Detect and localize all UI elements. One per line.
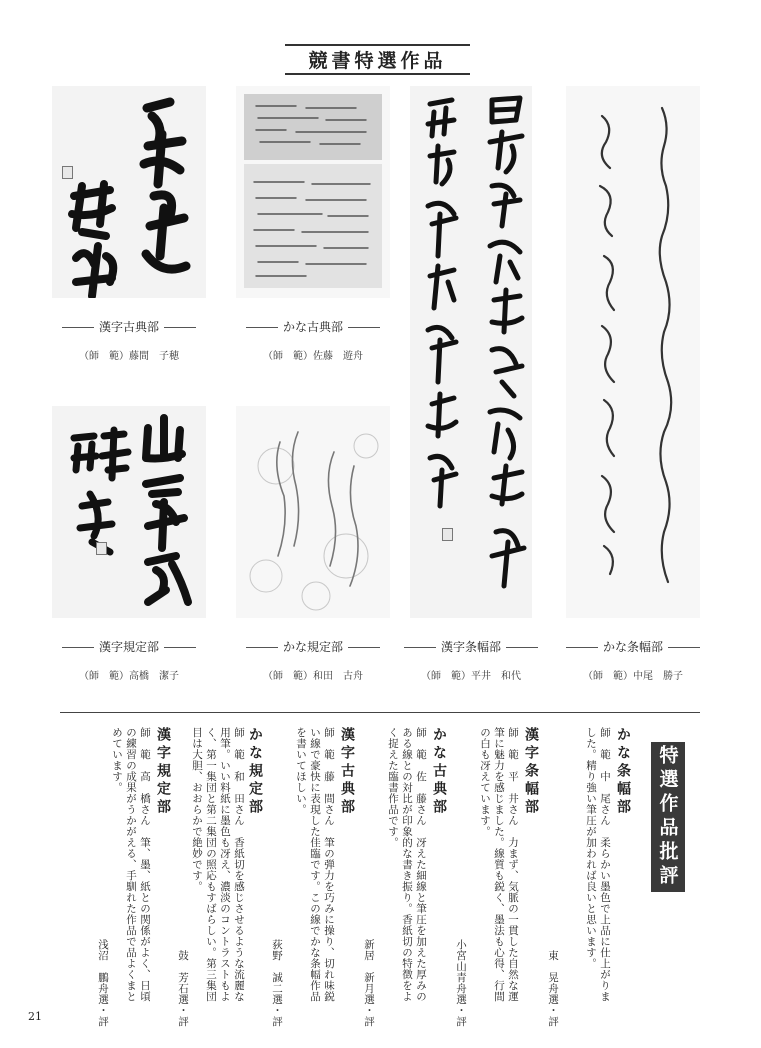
work-title: 漢字古典部 bbox=[98, 320, 159, 334]
critique-heading: 漢字条幅部 bbox=[523, 727, 539, 817]
critique-heading: かな規定部 bbox=[247, 727, 263, 817]
page-title bbox=[285, 44, 470, 75]
seal-stamp bbox=[442, 528, 453, 541]
caption-work-2 bbox=[236, 318, 390, 362]
critique-kana-classic bbox=[360, 727, 452, 1027]
critique-section bbox=[96, 727, 696, 1027]
work-master: （師 範）和田 古舟 bbox=[263, 671, 363, 682]
work-title: 漢字条幅部 bbox=[440, 640, 501, 654]
critique-heading: かな条幅部 bbox=[615, 727, 631, 817]
work-master: （師 範）高橋 潔子 bbox=[79, 671, 179, 682]
critique-selector: 浅沼 鵬舟選・評 bbox=[97, 939, 109, 1027]
caption-work-3 bbox=[52, 638, 206, 682]
caption-work-6 bbox=[560, 638, 706, 682]
seal-stamp bbox=[96, 542, 107, 555]
artwork-kanji-classic bbox=[52, 86, 206, 298]
critique-heading: かな古典部 bbox=[431, 727, 447, 817]
critique-body: 師 範 和 田さん 香紙切を感じさせるような流麗な用筆。いい料紙に墨色も冴え、濃淡のコントラストもよく、第一集団と第二集団の照応もすばらしい。第三集団目は大胆、おおらかで絶妙です。 bbox=[191, 727, 245, 1002]
critique-selector: 小宮山青舟選・評 bbox=[455, 939, 467, 1027]
caption-work-4 bbox=[236, 638, 390, 682]
critique-kanji-classic bbox=[268, 727, 360, 1027]
critique-selector: 東 晃舟選・評 bbox=[547, 950, 559, 1027]
critique-heading: 漢字規定部 bbox=[155, 727, 171, 817]
calligraphy-image bbox=[236, 406, 390, 618]
work-title: かな規定部 bbox=[282, 640, 343, 654]
critique-heading: 漢字古典部 bbox=[339, 727, 355, 817]
calligraphy-image bbox=[566, 86, 700, 618]
section-divider bbox=[60, 712, 700, 713]
work-master: （師 範）藤間 子穂 bbox=[79, 351, 179, 362]
critique-kana-scroll bbox=[544, 727, 636, 1027]
work-master: （師 範）中尾 勝子 bbox=[583, 671, 683, 682]
critique-selector: 荻野 誠二選・評 bbox=[271, 939, 283, 1027]
critique-body: 師 範 佐 藤さん 冴えた細線と筆圧を加えた厚みのある線との対比が印象的な書き振り。香紙切の特徴をよく捉えた臨書作品です。 bbox=[387, 727, 427, 1002]
critique-banner-text: 特選作品批評 bbox=[656, 745, 679, 889]
calligraphy-image bbox=[52, 406, 206, 618]
critique-kanji-standard bbox=[96, 727, 176, 1027]
artwork-kana-scroll bbox=[566, 86, 700, 618]
work-master: （師 範）平井 和代 bbox=[421, 671, 521, 682]
artwork-kana-standard bbox=[236, 406, 390, 618]
calligraphy-image bbox=[236, 86, 390, 298]
critique-body: 師 範 高 橋さん 筆、墨、紙との関係がよく、日頃の練習の成果がうかがえる、手馴れた作品で品よくまとめています。 bbox=[111, 727, 151, 1002]
artwork-kanji-standard bbox=[52, 406, 206, 618]
calligraphy-image bbox=[410, 86, 532, 618]
page-title-text: 競書特選作品 bbox=[308, 50, 447, 72]
caption-work-1 bbox=[52, 318, 206, 362]
critique-selector: 鼓 芳石選・評 bbox=[177, 950, 189, 1027]
work-title: かな古典部 bbox=[282, 320, 343, 334]
page-number: 21 bbox=[28, 1010, 42, 1023]
caption-work-5 bbox=[395, 638, 547, 682]
critique-kanji-scroll bbox=[452, 727, 544, 1027]
artwork-kanji-scroll bbox=[410, 86, 532, 618]
seal-stamp bbox=[62, 166, 73, 179]
critique-kana-standard bbox=[176, 727, 268, 1027]
work-title: かな条幅部 bbox=[602, 640, 663, 654]
work-master: （師 範）佐藤 遊舟 bbox=[263, 351, 363, 362]
critique-body: 師 範 中 尾さん 柔らかい墨色で上品に仕上がりました。精り強い筆圧が加われば良いと思います。 bbox=[585, 727, 611, 1002]
critique-selector: 新居 新月選・評 bbox=[363, 939, 375, 1027]
calligraphy-image bbox=[52, 86, 206, 298]
work-title: 漢字規定部 bbox=[98, 640, 159, 654]
artwork-kana-classic bbox=[236, 86, 390, 298]
critique-body: 師 範 藤 間さん 筆の弾力を巧みに操り、切れ味鋭い線で豪快に表現した佳臨です。この線でかな条幅作品を書いてほしい。 bbox=[295, 727, 335, 1002]
critique-body: 師 範 平 井さん 力まず、気脈の一貫した自然な運筆に魅力を感じました。線質も鋭く、墨法も心得、行間の白も冴えています。 bbox=[479, 727, 519, 1002]
